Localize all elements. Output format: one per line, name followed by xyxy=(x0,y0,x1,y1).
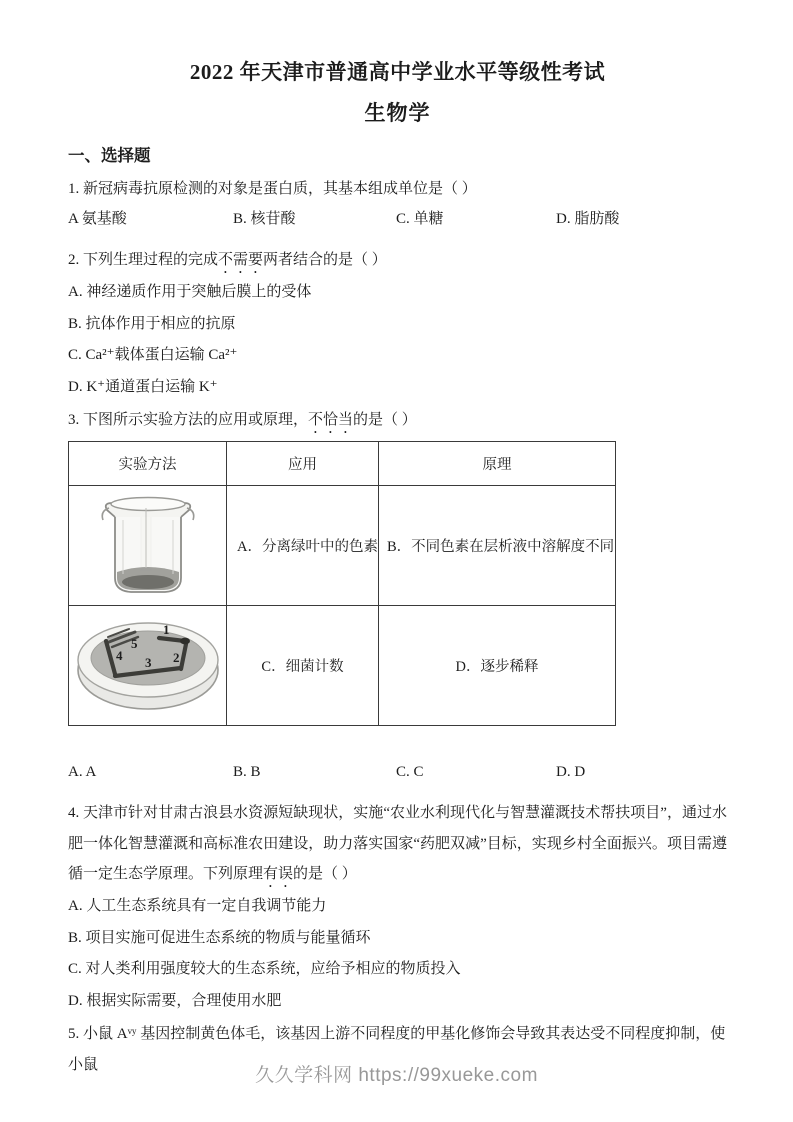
question-4-options xyxy=(68,891,727,1017)
q1-option-b: B. 核苷酸 xyxy=(233,211,296,227)
q2-text-pre: 2. 下列生理过程的完成 xyxy=(68,252,219,268)
header-principle: 原理 xyxy=(379,442,616,486)
dish-label-3: 3 xyxy=(145,654,152,670)
table-row xyxy=(69,606,616,726)
q2-option-a: A. 神经递质作用于突触后膜上的受体 xyxy=(68,284,312,300)
principle-cell-b: B．不同色素在层析液中溶解度不同 xyxy=(379,486,616,606)
q1-option-a: A 氨基酸 xyxy=(68,211,127,227)
streak-plate-dish-image xyxy=(73,610,223,722)
dish-label-2: 2 xyxy=(173,649,180,665)
question-5-text: 5. 小鼠 Aᵛʸ 基因控制黄色体毛，该基因上游不同程度的甲基化修饰会导致其表达受不同程度抑制，使小鼠 xyxy=(68,1026,726,1073)
q2-option-b: B. 抗体作用于相应的抗原 xyxy=(68,315,236,332)
q4-text-post: 的是（ ） xyxy=(293,866,357,882)
q4-text-pre: 4. 天津市针对甘肃古浪县水资源短缺现状，实施“农业水利现代化与智慧灌溉技术帮扶项目”，通过水肥一体化智慧灌溉和高标准农田建设，助力落实国家“药肥双减”目标，实现乡村全面振兴。项目需遵循一定生态学原理。下列原理 xyxy=(68,805,727,882)
q3-text-emphasis: 不恰当 xyxy=(308,412,354,428)
question-3-text xyxy=(68,405,727,437)
question-2-options xyxy=(68,277,727,403)
table-row xyxy=(69,486,616,606)
question-1-options xyxy=(68,204,727,234)
experiment-methods-table xyxy=(68,441,616,726)
q1-option-d: D. 脂肪酸 xyxy=(556,211,620,227)
q3-answer-c: C. C xyxy=(396,764,424,780)
q3-answer-d: D. D xyxy=(556,764,586,780)
method-cell-beaker xyxy=(69,486,227,606)
q2-text-post: 两者结合的是（ ） xyxy=(263,252,387,268)
q2-option-c: C. Ca²⁺载体蛋白运输 Ca²⁺ xyxy=(68,347,238,363)
dish-label-1: 1 xyxy=(163,621,170,637)
question-1-text: 1. 新冠病毒抗原检测的对象是蛋白质，其基本组成单位是（ ） xyxy=(68,181,477,197)
question-3-answers xyxy=(68,757,727,787)
q4-option-b: B. 项目实施可促进生态系统的物质与能量循环 xyxy=(68,929,371,946)
q3-text-post: 的是（ ） xyxy=(353,412,417,428)
principle-cell-d: D．逐步稀释 xyxy=(379,606,616,726)
q4-option-d: D. 根据实际需要，合理使用水肥 xyxy=(68,992,282,1009)
question-2-text xyxy=(68,245,727,277)
header-application: 应用 xyxy=(227,442,379,486)
application-cell-c: C．细菌计数 xyxy=(227,606,379,726)
application-cell-a: A．分离绿叶中的色素 xyxy=(227,486,379,606)
q4-option-c: C. 对人类利用强度较大的生态系统，应给予相应的物质投入 xyxy=(68,961,461,977)
q3-text-pre: 3. 下图所示实验方法的应用或原理， xyxy=(68,412,309,428)
q2-text-emphasis: 不需要 xyxy=(218,252,264,268)
exam-subject: 生物学 xyxy=(364,101,431,125)
q2-option-d: D. K⁺通道蛋白运输 K⁺ xyxy=(68,378,218,395)
question-4-text xyxy=(68,798,727,891)
q4-text-emphasis: 有误 xyxy=(263,866,294,882)
method-cell-dish xyxy=(69,606,227,726)
dish-label-4: 4 xyxy=(116,647,123,663)
q4-option-a: A. 人工生态系统具有一定自我调节能力 xyxy=(68,898,327,914)
table-header-row xyxy=(69,442,616,486)
exam-title: 2022 年天津市普通高中学业水平等级性考试 xyxy=(189,60,606,84)
header-method: 实验方法 xyxy=(69,442,227,486)
site-watermark: 久久学科网 https://99xueke.com xyxy=(255,1065,538,1086)
q3-answer-b: B. B xyxy=(233,764,261,780)
dish-label-5: 5 xyxy=(131,635,138,651)
chromatography-beaker-image xyxy=(85,490,211,602)
q1-option-c: C. 单糖 xyxy=(396,211,444,227)
q3-answer-a: A. A xyxy=(68,764,97,780)
section-heading: 一、选择题 xyxy=(68,146,151,165)
